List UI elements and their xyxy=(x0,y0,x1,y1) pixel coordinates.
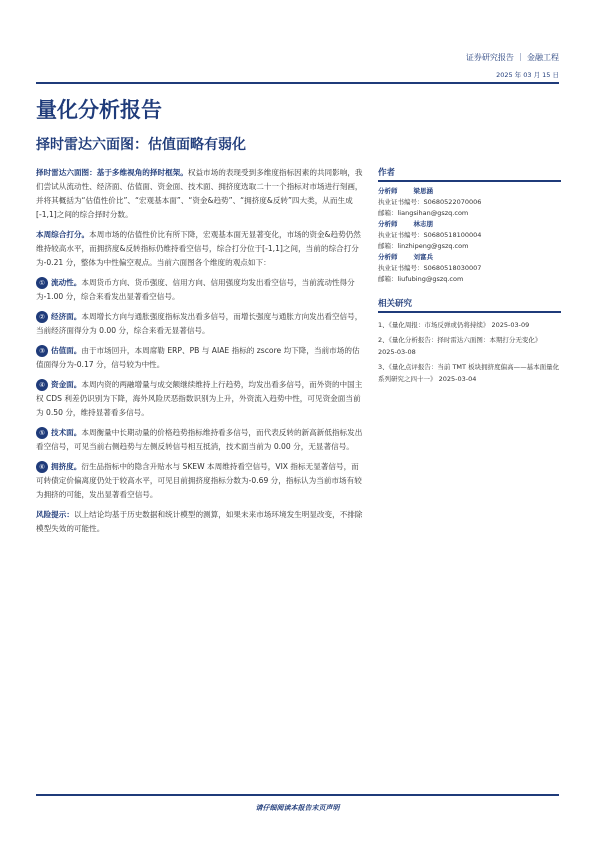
report-date: 2025 年 03 月 15 日 xyxy=(496,71,559,79)
number-badge: ⑥ xyxy=(36,461,48,473)
number-badge: ③ xyxy=(36,345,48,357)
paragraph-capital: ④ 资金面。本周内资的两融增量与成交额继续维持上行趋势，均发出看多信号，而外资的中国主权 CDS 利差仍识别为下降，海外风险厌恶指数识别为上升，外资流入趋势中性，可见资金面当前为 0.50 分，维持显著看多信号。 xyxy=(36,380,363,417)
footer-divider xyxy=(36,794,559,796)
paragraph-technical: ⑤ 技术面。本周衡量中长期动量的价格趋势指标维持看多信号，而代表反转的新高新低指标发出看空信号，可见当前右侧趋势与左侧反转信号相互抵消，技术面当前为 0.00 分，无显著信号。 xyxy=(36,428,363,451)
analyst-email[interactable]: 邮箱：linzhipeng@gszq.com xyxy=(378,242,469,250)
main-body xyxy=(36,166,366,542)
paragraph-economy: ② 经济面。本周增长方向与通胀强度指标发出看多信号，而增长强度与通胀方向发出看空信号，当前经济面得分为 0.00 分，综合来看无显著信号。 xyxy=(36,312,363,335)
authors-heading: 作者 xyxy=(378,166,561,182)
header-divider xyxy=(36,82,559,84)
paragraph-framework: 择时雷达六面图：基于多维视角的择时框架。权益市场的表现受到多维度指标因素的共同影响，我们尝试从流动性、经济面、估值面、资金面、技术面、拥挤度选取二十一个指标对市场进行刻画，并将其概括为“估值性价比”、“宏观基本面”、“资金&趋势”、“拥挤度&反转”四大类，从而生成[-1,1]之间的综合择时分数。 xyxy=(36,168,363,219)
related-heading: 相关研究 xyxy=(378,297,561,313)
paragraph-risk: 风险提示：以上结论均基于历史数据和统计模型的测算，如果未来市场环境发生明显改变，不排除模型失效的可能性。 xyxy=(36,510,363,533)
related-report-link[interactable]: 3、《量化点评报告：当前 TMT 板块拥挤度偏高——基本面量化系列研究之四十一》 2025-03-04 xyxy=(378,363,560,383)
analyst-block: 分析师 林志朋 执业证书编号：S0680518100004 邮箱：linzhipeng@gszq.com xyxy=(378,219,561,252)
analyst-email[interactable]: 邮箱：liangsihan@gszq.com xyxy=(378,209,469,217)
paragraph-score: 本周综合打分。本周市场的估值性价比有所下降，宏观基本面无显著变化，市场的资金&趋势仍然维持较高水平，而拥挤度&反转指标仍维持看空信号，综合打分位于[-1,1]之间，当前的综合打分为-0.21 分，整体为中性偏空观点。当前六面图各个维度的观点如下： xyxy=(36,230,361,267)
related-report-link[interactable]: 2、《量化分析报告：择时雷达六面图：本期打分无变化》 2025-03-08 xyxy=(378,336,542,356)
page-subtitle: 择时雷达六面图：估值面略有弱化 xyxy=(36,137,246,153)
analyst-block: 分析师 刘富兵 执业证书编号：S0680518030007 邮箱：liufubing@gszq.com xyxy=(378,252,561,285)
analyst-email[interactable]: 邮箱：liufubing@gszq.com xyxy=(378,275,464,283)
analyst-block: 分析师 梁思涵 执业证书编号：S0680522070006 邮箱：liangsihan@gszq.com xyxy=(378,186,561,219)
paragraph-valuation: ③ 估值面。由于市场回升，本周席勒 ERP、PB 与 AIAE 指标的 zscore 均下降，当前市场的估值面得分为-0.17 分，信号较为中性。 xyxy=(36,346,360,369)
number-badge: ② xyxy=(36,311,48,323)
related-report-link[interactable]: 1、《量化周报：市场反弹或仍将持续》 2025-03-09 xyxy=(378,321,530,329)
number-badge: ④ xyxy=(36,379,48,391)
number-badge: ⑤ xyxy=(36,427,48,439)
report-category: 证券研究报告 ｜ 金融工程 xyxy=(465,53,559,62)
sidebar xyxy=(378,166,561,388)
paragraph-crowding: ⑥ 拥挤度。衍生品指标中的隐含升贴水与 SKEW 本周维持看空信号，VIX 指标无显著信号，而可转债定价偏离度仍处于较高水平，可见目前拥挤度指标分数为-0.69 分，指标认为当前市场有较为拥挤的可能，发出显著看空信号。 xyxy=(36,462,362,499)
footer-disclaimer: 请仔细阅读本报告末页声明 xyxy=(255,804,340,812)
page-title: 量化分析报告 xyxy=(36,97,162,122)
paragraph-liquidity: ① 流动性。本周货币方向、货币强度、信用方向、信用强度均发出看空信号，当前流动性得分为-1.00 分，综合来看发出显著看空信号。 xyxy=(36,278,355,301)
number-badge: ① xyxy=(36,277,48,289)
